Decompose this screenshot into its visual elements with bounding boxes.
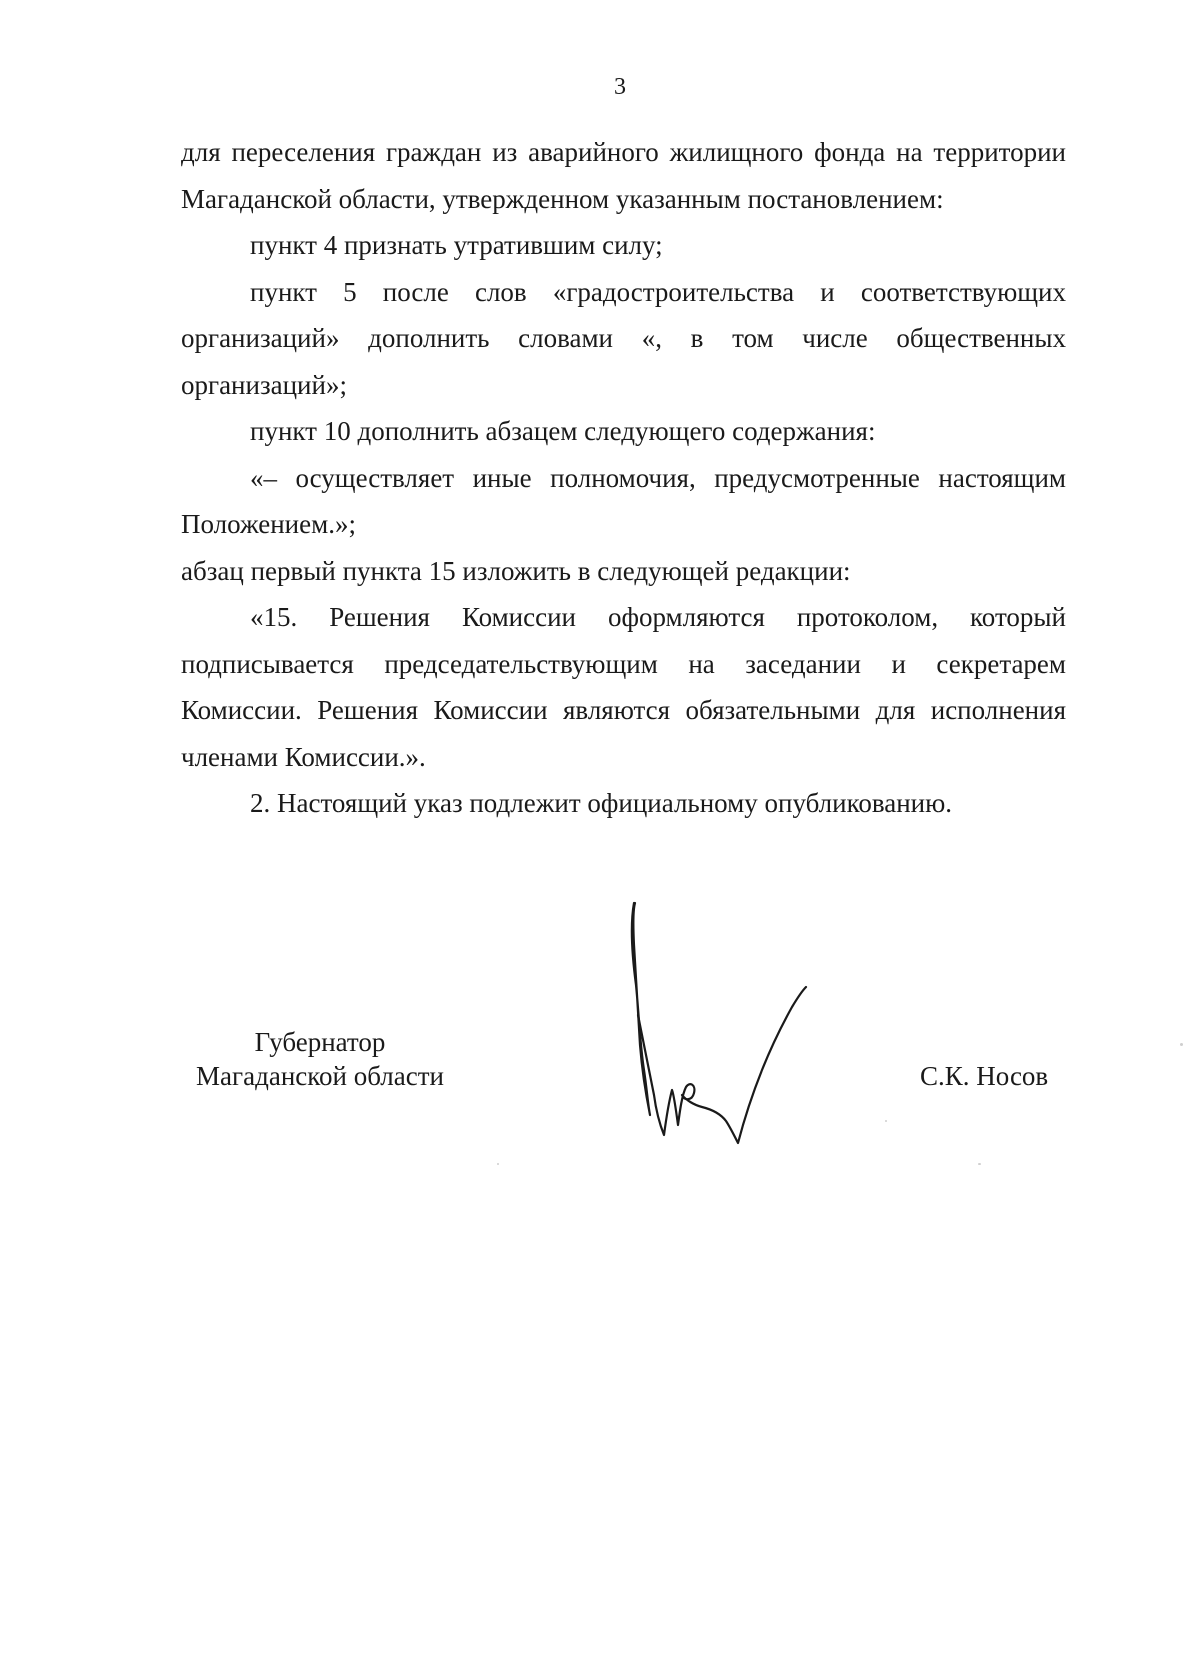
paragraph-continuation: для переселения граждан из аварийного жилищного фонда на территории Магаданской области, утвержденном указанным постановлением: — [181, 137, 1066, 214]
scan-speck — [1180, 1043, 1183, 1046]
signatory-title-line2: Магаданской области — [196, 1061, 444, 1091]
scan-speck — [885, 1120, 887, 1122]
paragraph-item-10: пункт 10 дополнить абзацем следующего содержания: — [250, 416, 876, 446]
scan-speck — [978, 1163, 981, 1165]
scan-speck — [497, 1163, 499, 1165]
paragraph-item-15-intro: абзац первый пункта 15 изложить в следующей редакции: — [181, 555, 851, 586]
paragraph-item-4: пункт 4 признать утратившим силу; — [250, 230, 663, 260]
handwritten-signature — [620, 895, 830, 1150]
paragraph-publication: 2. Настоящий указ подлежит официальному опубликованию. — [250, 788, 953, 818]
signatory-title-line1: Губернатор — [254, 1027, 386, 1057]
paragraph-item-10-addition: «– осуществляет иные полномочия, предусмотренные настоящим Положением.»; — [181, 462, 1066, 539]
paragraph-item-15-text: «15. Решения Комиссии оформляются протоколом, который подписывается председательствующим на заседании и секретарем Комиссии. Решения Комиссии являются обязательными для исполнения членами Комиссии.». — [181, 602, 1066, 772]
signatory-title — [185, 1025, 455, 1093]
page-number: 3 — [614, 74, 626, 100]
signatory-name: С.К. Носов — [920, 1061, 1049, 1091]
paragraph-item-5: пункт 5 после слов «градостроительства и соответствующих организаций» дополнить словами «, в том числе общественных организаций»; — [181, 276, 1066, 400]
